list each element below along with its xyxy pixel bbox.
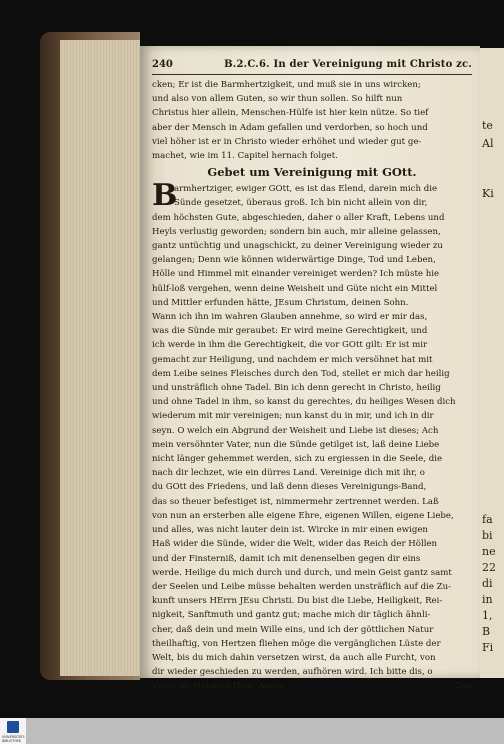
header-rule xyxy=(152,74,472,75)
viewer-footer-bar xyxy=(0,718,504,744)
text-line: was die Sünde mir geraubet: Er wird meine Gerechtigkeit, und xyxy=(152,326,428,337)
text-line: und der Finsterniß, damit ich mit denenselben gegen dir eins xyxy=(152,553,421,564)
text-line: mein versöhnter Vater, nun die Sünde getilget ist, laß deine Liebe xyxy=(152,439,440,450)
right-page-text: 22 xyxy=(482,561,496,574)
text-line: gantz untüchtig und unagschickt, zu deiner Vereinigung wieder zu xyxy=(152,241,443,252)
text-line: und unsträflich ohne Tadel. Bin ich denn gerecht in Christo, heilig xyxy=(152,383,441,394)
text-line: von nun an ersterben alle eigene Ehre, eigenen Willen, eigene Liebe, xyxy=(152,510,454,521)
right-page-text: te xyxy=(482,119,493,132)
page-text-block xyxy=(152,58,472,694)
right-page-text: Al xyxy=(482,137,494,150)
text-line: dem Leibe seines Fleisches durch den Tod, stellet er mich dar heilig xyxy=(152,368,450,379)
prayer-heading: Gebet um Vereinigung mit GOtt. xyxy=(207,165,417,180)
text-line: dir wieder geschieden zu werden, aufhören wird. Ich bitte dis, o xyxy=(152,667,433,678)
text-line: ich werde in ihm die Gerechtigkeit, die vor GOtt gilt: Er ist mir xyxy=(152,340,428,351)
text-line: gemacht zur Heiligung, und nachdem er mich versöhnet hat mit xyxy=(152,354,433,365)
text-line: Sünde gesetzet, überaus groß. Ich bin nicht allein von dir, xyxy=(174,198,428,209)
text-line: Heyls verlustig geworden; sondern bin auch, mir alleine gelassen, xyxy=(152,226,441,237)
text-line: theilhaftig, von Hertzen fliehen möge die vergänglichen Lüste der xyxy=(152,638,441,649)
library-logo-icon xyxy=(7,721,19,733)
right-page-text: Fi xyxy=(482,641,494,654)
library-logo-label: UNIVERSITÄTS BIBLIOTHEK xyxy=(2,735,25,743)
right-page-fragment xyxy=(480,48,504,678)
right-page-text: ne xyxy=(482,545,496,558)
catchword: Das xyxy=(455,681,472,692)
text-line: Wann ich ihn im wahren Glauben annehme, so wird er mir das, xyxy=(152,312,428,323)
text-line: viel höher ist er in Christo wieder erhöhet und wieder gut ge- xyxy=(152,136,422,147)
right-page-text: Ki xyxy=(482,187,494,200)
right-page-text: B xyxy=(482,625,491,638)
page-number: 240 xyxy=(152,59,173,70)
text-line: Vater, im Nahmen JEsu, Amen. xyxy=(152,681,286,692)
right-page-text: di xyxy=(482,577,493,590)
text-line: dem höchsten Gute, abgeschieden, daher o aller Kraft, Lebens und xyxy=(152,212,445,223)
text-line: cken; Er ist die Barmhertzigkeit, und muß sie in uns wircken; xyxy=(152,80,421,90)
text-line: wiederum mit mir vereinigen; nun kanst du in mir, und ich in dir xyxy=(152,411,434,422)
library-logo[interactable] xyxy=(0,718,26,744)
text-line: nigkeit, Sanftmuth und gantz gut; mache mich dir täglich ähnli- xyxy=(152,610,431,621)
text-line: seyn. O welch ein Abgrund der Weisheit und Liebe ist dieses; Ach xyxy=(152,425,439,436)
text-line: Haß wider die Sünde, wider die Welt, wider das Reich der Höllen xyxy=(152,539,438,550)
text-line: gelangen; Denn wie können widerwärtige Dinge, Tod und Leben, xyxy=(152,255,436,266)
right-page-text: 1, xyxy=(482,609,493,622)
text-line: Welt, bis du mich dahin versetzen wirst, da auch alle Furcht, von xyxy=(152,652,436,663)
right-page-text: in xyxy=(482,593,493,606)
text-line: kunft unsers HErrn JEsu Christi. Du bist die Liebe, Heiligkeit, Rei- xyxy=(152,596,443,607)
text-line: Christus hier allein, Menschen-Hülfe ist hier kein nütze. So tief xyxy=(152,108,429,119)
text-line: und alles, was nicht lauter dein ist. Wircke in mir einen ewigen xyxy=(152,525,428,536)
text-line: cher, daß dein und mein Wille eins, und ich der göttlichen Natur xyxy=(152,624,434,635)
running-title: B.2.C.6. In der Vereinigung mit Christo zc. xyxy=(224,59,472,70)
text-line: das so theuer befestiget ist, nimmermehr zertrennet werden. Laß xyxy=(152,496,439,507)
text-line: Hölle und Himmel mit einander vereiniget werden? Ich müste hie xyxy=(152,269,440,280)
page-fore-edge xyxy=(60,40,140,676)
prayer-body xyxy=(152,178,472,693)
right-page-text: fa xyxy=(482,513,493,526)
text-line: nach dir lechzet, wie ein dürres Land. Vereinige dich mit ihr, o xyxy=(152,468,425,479)
running-header xyxy=(152,58,472,72)
text-line: aber der Mensch in Adam gefallen und verdorben, so hoch und xyxy=(152,122,428,133)
text-line: und also von allem Guten, so wir thun sollen. So hilft nun xyxy=(152,94,403,105)
text-line: werde. Heilige du mich durch und durch, und mein Geist gantz samt xyxy=(152,567,452,578)
drop-capital: B xyxy=(152,178,178,214)
text-line: armhertziger, ewiger GOtt, es ist das Elend, darein mich die xyxy=(174,184,438,195)
text-line: hülf-loß vergehen, wenn deine Weisheit und Güte nicht ein Mittel xyxy=(152,283,438,294)
last-line xyxy=(152,679,472,693)
text-line: machet, wie im 11. Capitel hernach folget. xyxy=(152,151,338,162)
text-line: der Seelen und Leibe müsse behalten werden unsträflich auf die Zu- xyxy=(152,581,452,592)
text-line: und ohne Tadel in ihm, so kanst du gerechtes, du heiliges Wesen dich xyxy=(152,397,456,408)
right-page-text: bi xyxy=(482,529,493,542)
text-line: und Mittler erfunden hätte, JEsum Christum, deinen Sohn. xyxy=(152,297,409,308)
text-before-prayer xyxy=(152,78,472,163)
text-line: nicht länger gehemmet werden, sich zu ergiessen in die Seele, die xyxy=(152,454,443,465)
text-line: du GOtt des Friedens, und laß denn dieses Vereinigungs-Band, xyxy=(152,482,427,493)
